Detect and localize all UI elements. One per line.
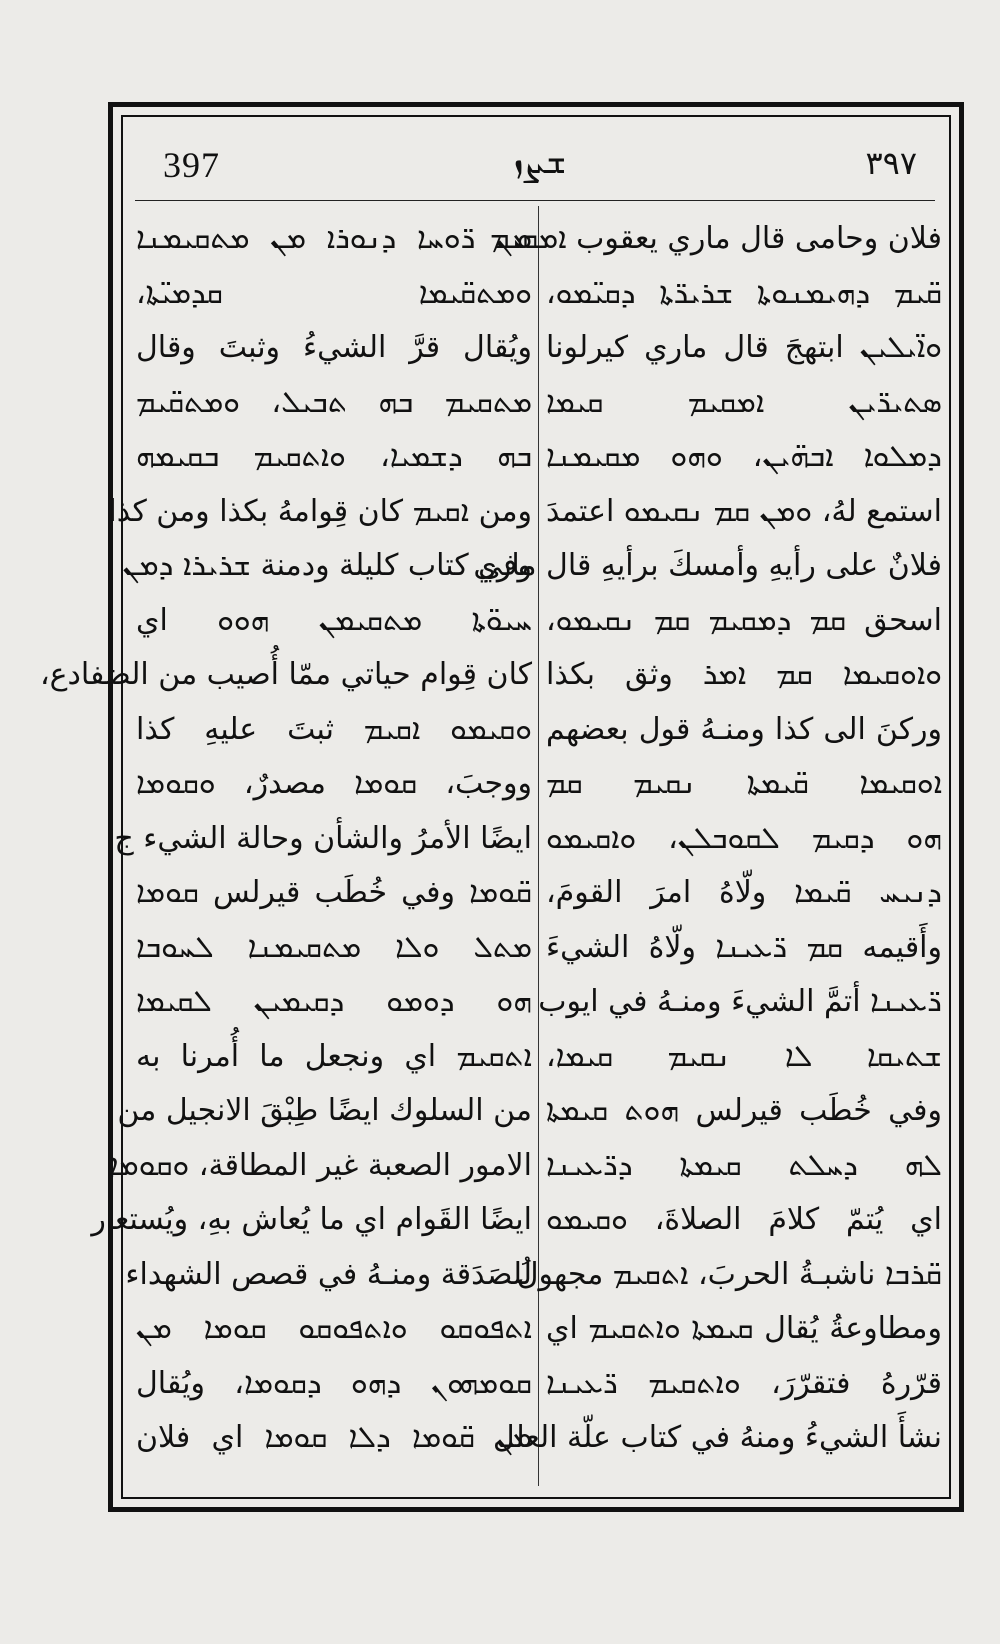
text-line: وأَقيمه ܩܡ ܪ̈ܥܝܢܐ ولّاهُ الشيءَ: [546, 929, 942, 965]
text-line: ܒܗ ܕܫܡܝܐ، ܘܐܬܩܝܡ ܒܩܝܡܗ: [136, 439, 532, 474]
page-header: [135, 140, 935, 200]
text-line: ܩ̈ܘܡܐ وفي خُطَب قيرلس ܩܘܡܐ: [136, 875, 532, 910]
text-line: ܗܘ ܕܘܡܘ ܕܩܝܡܝܢ ܠܩܝܡܐ: [136, 984, 532, 1019]
text-line: ܣܬܝܪ̈ܝܢ ܐܡܩܝܡ ܩܝܡܐ: [546, 384, 942, 420]
text-line: الامور الصعبة غير المطاقة، ܘܩܘܡܐ: [109, 1147, 532, 1183]
text-line: ܐܘܩܝܡܐ ܩ̈ܝܡܬܐ ܢܩܝܡ ܩܡ: [546, 766, 942, 801]
text-line: ܩܘܡܗܘܢ ܕܗܘ ܕܩܘܡܐ، ويُقال: [136, 1365, 532, 1401]
text-line: وركنَ الى كذا ومنـهُ قول بعضهم: [546, 711, 942, 747]
text-line: قرّرهُ فتقرّرَ، ܘܐܬܩܝܡ ܪ̈ܥܝܢܐ: [546, 1365, 942, 1401]
page-number-syriac: ܫܨܙ: [513, 142, 567, 182]
text-line: اي يُتمّ كلامَ الصلاةَ، ܘܩܝܡܘ: [546, 1202, 942, 1237]
text-line: استمع لهُ، ܘܡܢ ܩܡ ܢܩܝܡܘ اعتمدَ: [545, 493, 942, 529]
text-line: كان قِوام حياتي ممّا أُصيب من الضفادع،: [39, 657, 532, 692]
text-line: ܫܬܝܩܐ ܠܐ ܢܩܝܡ ܩܝܡܐ،: [546, 1038, 942, 1074]
text-line: ومن ܐܩܝܡ كان قِوامهُ بكذا ومن كذا: [108, 493, 532, 529]
text-line: ووجبَ، ܩܘܡܐ مصدرٌ، ܘܩܘܡܐ: [136, 766, 532, 801]
text-line: ايضًا القَوام اي ما يُعاش بهِ، ويُستعار: [91, 1202, 532, 1237]
text-line: ܕܡܠܘܐ ܐܒܗ̈ܝܢ، ܘܗܘ ܡܩܝܡܢܐ: [546, 439, 942, 474]
text-line: ܐܬܩܝܡ اي ونجعل ما أُمرنا به: [136, 1038, 532, 1074]
text-line: اسحق ܩܡ ܕܡܩܝܡ ܩܡ ܢܩܝܡܘ،: [546, 602, 942, 638]
text-line: ܡܢ ܩ̈ܘܡܐ ܕܠܐ ܩܘܡܐ اي فلان: [136, 1420, 532, 1455]
text-line: للصَدَقة ومنـهُ في قصص الشهداء: [125, 1256, 532, 1292]
text-line: ܡܬܠ ܘܠܐ ܡܬܩܝܡܢܐ ܠܚܘܒܐ: [136, 929, 532, 965]
header-divider: [135, 200, 935, 201]
text-line: ويُقال قرَّ الشيءُ وثبتَ وقال: [136, 330, 532, 365]
page-number-latin: 397: [163, 145, 220, 185]
text-line: ܘܐܘܩܝܡܐ ܩܡ ܐܡܪ وثق بكذا: [546, 657, 942, 692]
page-number-arabic: ٣٩٧: [865, 144, 917, 182]
text-line: ومطاوعةُ يُقال ܩܝܡܬܐ ܘܐܬܩܝܡ اي: [546, 1311, 942, 1346]
text-line: ܕܢܝܚ ܩ̈ܝܡܐ ولّاهُ امرَ القومَ،: [546, 875, 942, 910]
text-line: ܪ̈ܥܝܢܐ أتمَّ الشيءَ ومنـهُ في ايوب: [538, 984, 942, 1019]
text-line: فلان وحامى قال ماري يعقوب ܐܡܩܝܡ: [490, 221, 942, 256]
text-line: من السلوك ايضًا طِبْقَ الانجيل من: [117, 1093, 532, 1128]
text-line: ايضًا الأمرُ والشأن وحالة الشيء ج: [114, 820, 532, 856]
text-line: فلانٌ على رأيهِ وأمسكَ برأيهِ قال ماري: [473, 548, 942, 583]
text-line: ܡܬܩܝܡ ܒܗ ܬܒܝܠ، ܘܡܬܩ̈ܝܡ: [136, 384, 532, 420]
text-line: ܐܬܦܘܩܘ ܘܐܬܦܘܩܘ ܩܘܡܐ ܡܢ: [136, 1311, 532, 1346]
text-line: ܩ̈ܝܡ ܕܗܝܡܢܘܬܐ ܫܪܝܪ̈ܬܐ ܕܩܝ̈ܡܘ،: [546, 275, 942, 311]
text-line: ܡܢ ܪ̈ܘܚܐ ܕܢܘܪܐ ܡܢ ܡܬܩܝܡܢܐ: [136, 221, 532, 256]
text-line: ܩ̈ܪܒܐ ناشبـةُ الحربَ، ܐܬܩܝܡ مجهولُ: [516, 1256, 942, 1292]
text-line: ܗܘ ܕܩܝܡ ܠܩܘܒܠܢ، ܘܐܩܝܡܘ: [546, 820, 942, 856]
right-column: [473, 212, 942, 1482]
text-line: ܠܗ ܕܚܠܬ ܩܝܡܬܐ ܕܪ̈ܥܝܢܐ: [546, 1147, 942, 1183]
text-line: ܚܝܘ̈ܬܐ ܡܬܩܝܡܢ ܗܘܘ اي: [136, 602, 532, 638]
text-line: وفي خُطَب قيرلس ܗܘܬ ܩܝܡܬܐ: [546, 1093, 942, 1128]
text-line: ܘܐ̈ܝܠܝܢ ابتهجَ قال ماري كيرلونا: [546, 330, 942, 365]
text-line: وفي كتاب كليلة ودمنة ܫܪܝܪܐ ܕܡܢ: [122, 548, 532, 583]
left-column: [39, 212, 532, 1482]
text-line: ܘܡܬܩ̈ܝܡܐ ܩܕܡܝ̈ܬܐ،: [136, 275, 532, 311]
text-line: نشأَ الشيءُ ومنهُ في كتاب علّة العلل: [492, 1420, 942, 1455]
text-line: ܘܩܝܡܘ ܐܩܝܡ ثبتَ عليهِ كذا: [136, 711, 532, 747]
